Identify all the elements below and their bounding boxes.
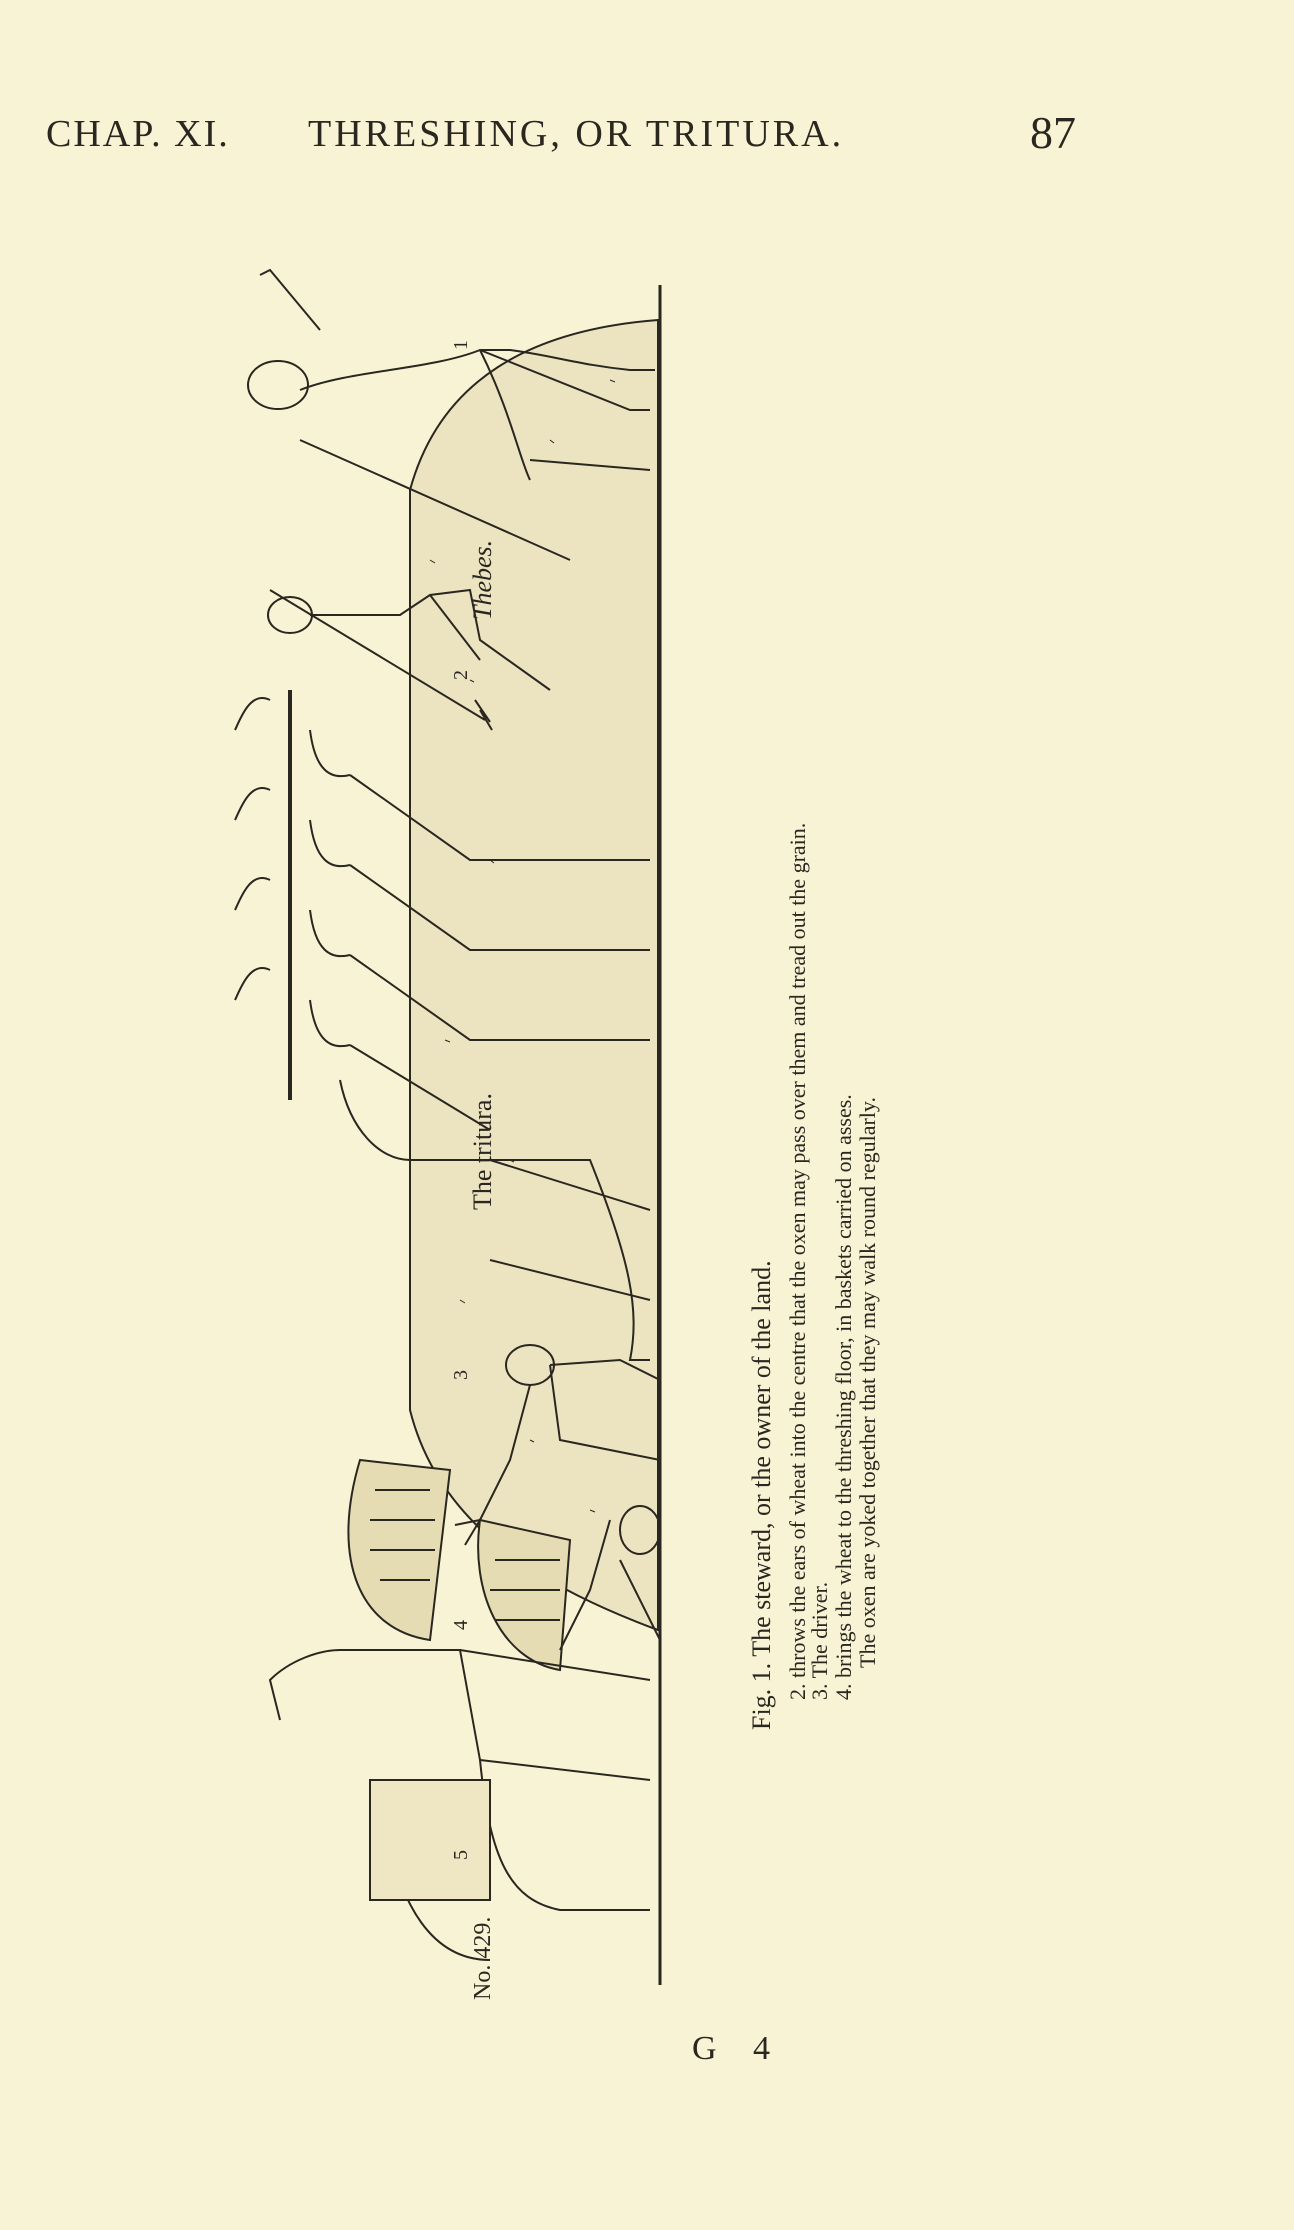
threshing-floor-heap	[410, 320, 658, 1630]
caption-line-1: Fig. 1. The steward, or the owner of the land.	[747, 1260, 776, 1730]
running-header	[0, 107, 1294, 172]
figure-marker-5: 5	[450, 1850, 472, 1860]
figure-title: The tritura.	[468, 1093, 497, 1210]
figure-marker-3: 3	[450, 1370, 472, 1380]
figure-location: Thebes.	[468, 539, 497, 620]
donkey-figure	[270, 1650, 650, 1960]
figure-marker-2: 2	[450, 670, 472, 680]
chapter-title: THRESHING, OR TRITURA.	[308, 113, 845, 155]
caption-line-5: The oxen are yoked together that they may walk round regularly.	[855, 1097, 880, 1668]
signature-mark: G 4	[692, 2030, 785, 2067]
figure-marker-4: 4	[450, 1620, 472, 1630]
chapter-label: CHAP. XI.	[46, 113, 230, 155]
caption-line-2: 2. throws the ears of wheat into the centre that the oxen may pass over them and tread out the grain.	[785, 822, 810, 1700]
figure-marker-1: 1	[450, 340, 472, 350]
caption-line-4: 4. brings the wheat to the threshing floor, in baskets carried on asses.	[831, 1094, 856, 1700]
threshing-plate	[230, 260, 970, 2020]
page-number: 87	[1030, 107, 1076, 158]
caption-line-3: 3. The driver.	[807, 1581, 832, 1700]
figure-number: No. 429.	[470, 1916, 496, 2000]
